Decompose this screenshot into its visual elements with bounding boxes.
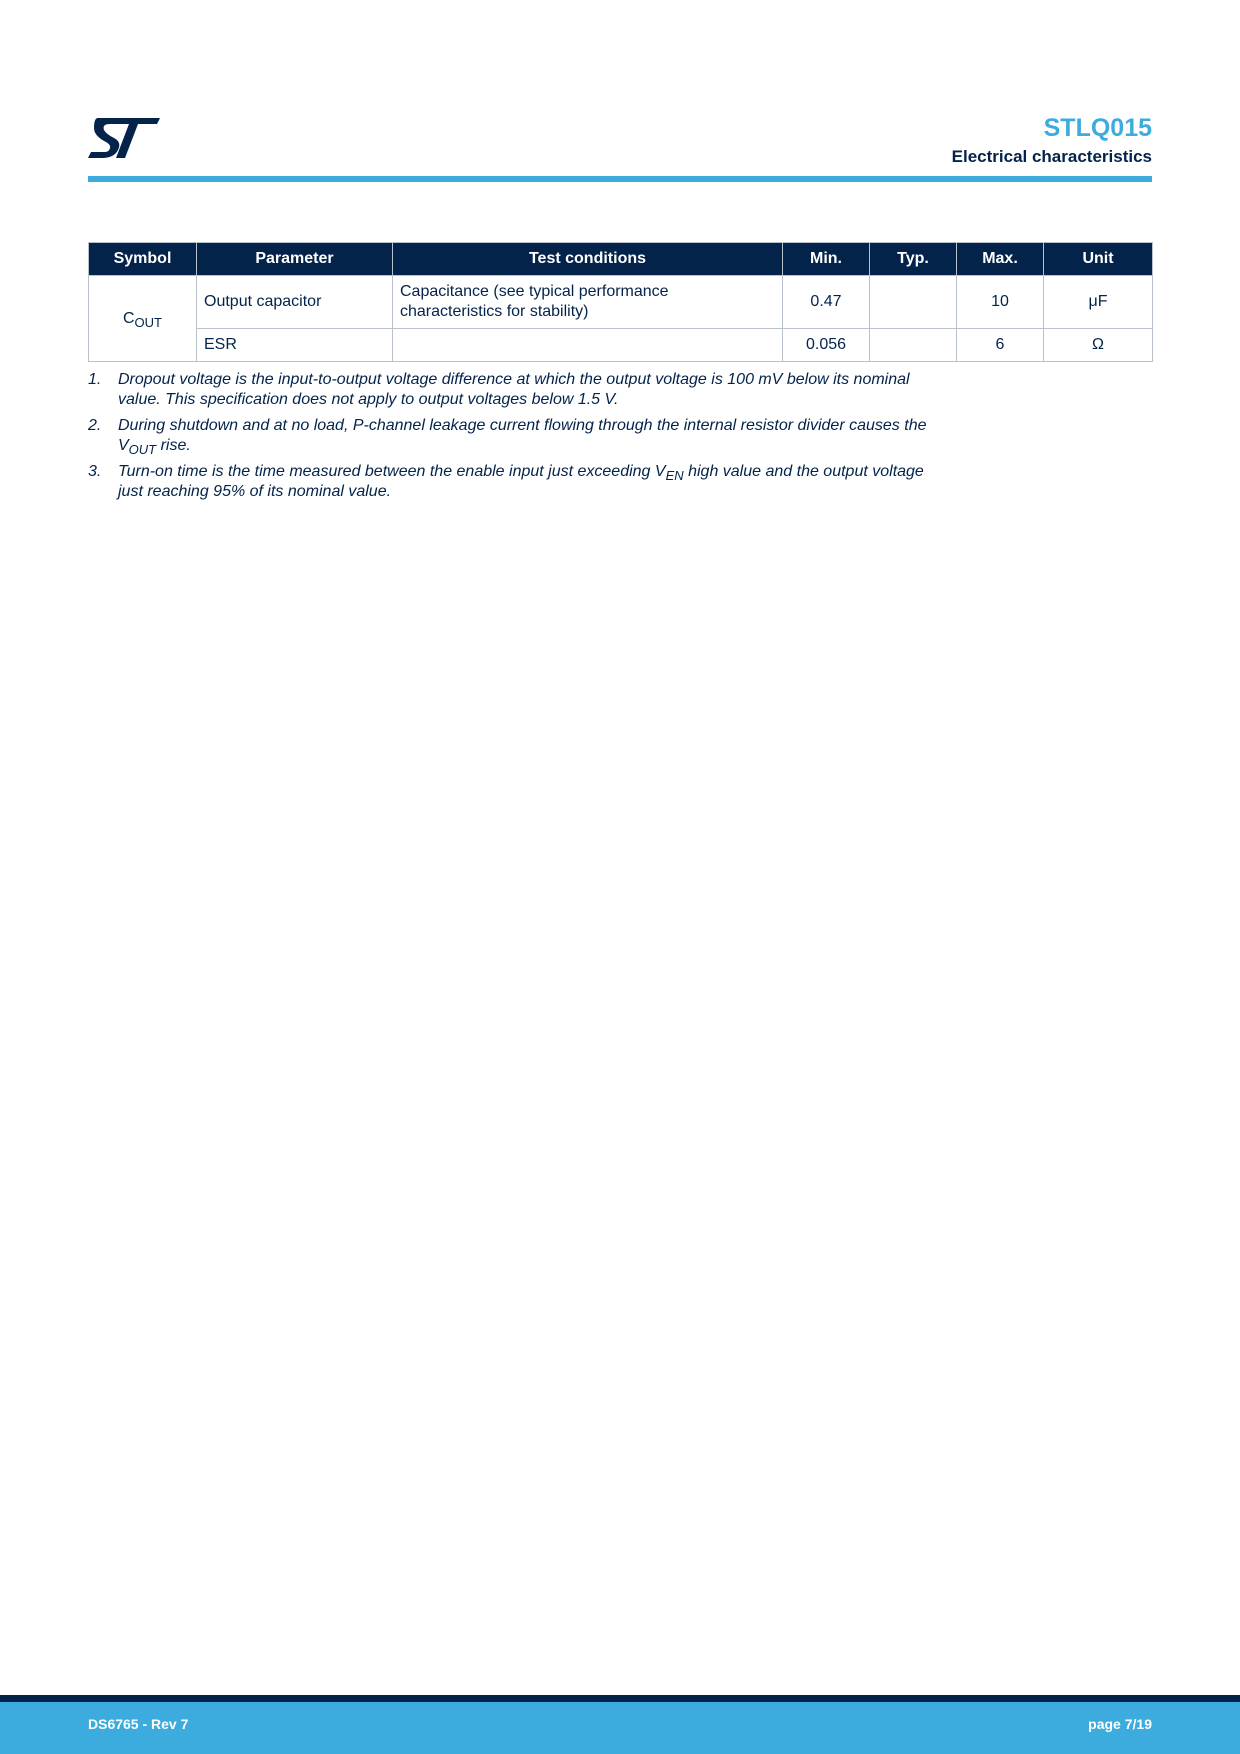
footnote-number: 1. (88, 371, 102, 388)
unit-cell: Ω (1044, 329, 1153, 362)
column-header-test-conditions: Test conditions (393, 243, 783, 276)
page-number: page 7/19 (1088, 1716, 1152, 1732)
parameter-cell: Output capacitor (197, 276, 393, 329)
parameter-cell: ESR (197, 329, 393, 362)
electrical-characteristics-table (88, 242, 1153, 362)
footnote-3 (88, 462, 928, 502)
footnote-text-end: rise. (156, 437, 191, 454)
column-header-unit: Unit (1044, 243, 1153, 276)
footnote-text (118, 416, 928, 456)
typ-cell (870, 276, 957, 329)
footnote-number: 2. (88, 417, 102, 434)
header-divider (88, 176, 1152, 182)
footnote-text-start: Turn-on time is the time measured between the enable input just exceeding V (118, 463, 666, 480)
max-cell: 10 (957, 276, 1044, 329)
st-logo-icon (88, 118, 160, 158)
column-header-typ: Typ. (870, 243, 957, 276)
symbol-subscript: OUT (134, 314, 162, 330)
footer-divider (0, 1695, 1240, 1702)
table-row (89, 329, 1153, 362)
footnote-subscript: OUT (128, 442, 157, 457)
column-header-max: Max. (957, 243, 1044, 276)
footnotes (88, 370, 928, 508)
column-header-parameter: Parameter (197, 243, 393, 276)
test-conditions-cell (393, 329, 783, 362)
typ-cell (870, 329, 957, 362)
section-title: Electrical characteristics (951, 147, 1152, 166)
symbol-cell (89, 276, 197, 362)
table-header-row (89, 243, 1153, 276)
footnote-text: Dropout voltage is the input-to-output voltage difference at which the output voltage is 100 mV below its nominal value. This specification does not apply to output voltages below 1.5 V. (118, 371, 910, 408)
symbol-base: C (122, 309, 135, 327)
max-cell: 6 (957, 329, 1044, 362)
column-header-symbol: Symbol (89, 243, 197, 276)
column-header-min: Min. (783, 243, 870, 276)
unit-cell: μF (1044, 276, 1153, 329)
footnote-number: 3. (88, 463, 102, 480)
page-footer (0, 1702, 1240, 1754)
footnote-2 (88, 416, 928, 456)
min-cell: 0.056 (783, 329, 870, 362)
footnote-1 (88, 370, 928, 410)
test-conditions-cell: Capacitance (see typical performance characteristics for stability) (393, 276, 783, 329)
footnote-text-start: During shutdown and at no load, P-channel leakage current flowing through the internal resistor divider causes the V (118, 417, 927, 454)
footnote-subscript: EN (665, 468, 684, 483)
footnote-text-end: high value and the output voltage just reaching 95% of its nominal value. (118, 463, 924, 500)
document-id: DS6765 - Rev 7 (88, 1716, 189, 1732)
table-row (89, 276, 1153, 329)
footnote-text (118, 462, 928, 502)
min-cell: 0.47 (783, 276, 870, 329)
document-title: STLQ015 (1043, 114, 1152, 142)
